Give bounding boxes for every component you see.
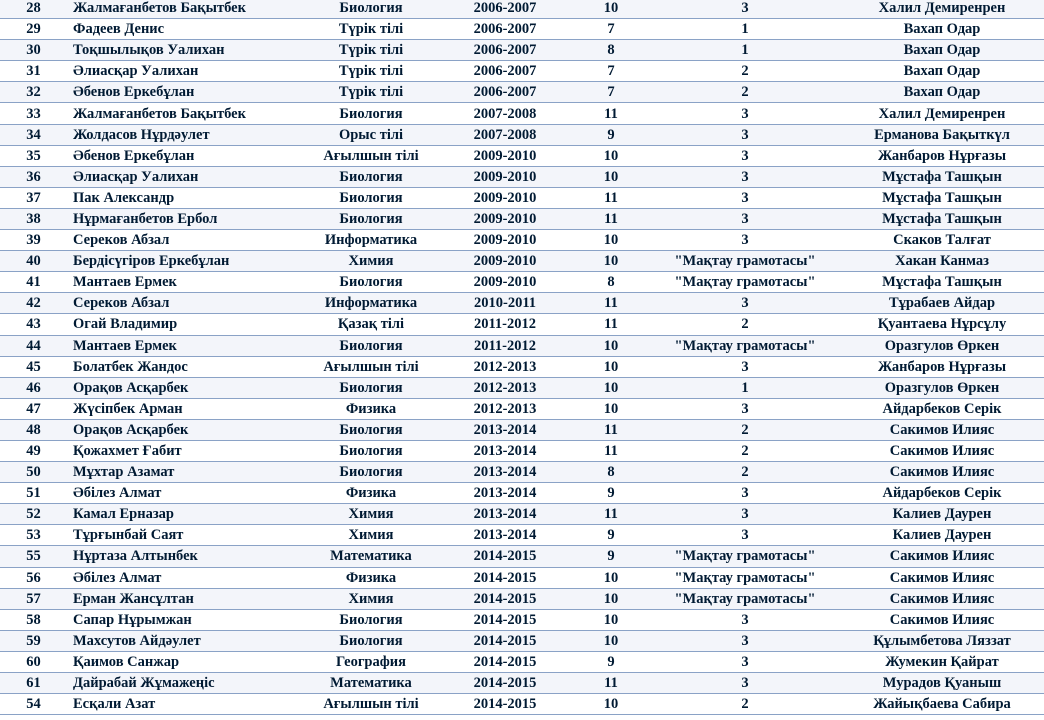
teacher-name-cell: Калиев Даурен (840, 525, 1044, 546)
teacher-name-cell: Мұстафа Ташқын (840, 272, 1044, 293)
grade-cell: 10 (572, 630, 650, 651)
grade-cell: 7 (572, 82, 650, 103)
teacher-name-cell: Калиев Даурен (840, 504, 1044, 525)
teacher-name-cell: Вахап Одар (840, 82, 1044, 103)
subject-cell: Математика (304, 673, 438, 694)
row-number-cell: 36 (0, 166, 67, 187)
table-row (0, 440, 1044, 461)
table-row (0, 673, 1044, 694)
student-name-cell: Нұрмағанбетов Ербол (67, 208, 304, 229)
place-award-cell: 1 (650, 40, 840, 61)
table-row (0, 483, 1044, 504)
teacher-name-cell: Сакимов Илияс (840, 462, 1044, 483)
teacher-name-cell: Ерманова Бақыткүл (840, 124, 1044, 145)
grade-cell: 11 (572, 187, 650, 208)
student-name-cell: Қаимов Санжар (67, 651, 304, 672)
subject-cell: Химия (304, 525, 438, 546)
teacher-name-cell: Тұрабаев Айдар (840, 293, 1044, 314)
grade-cell: 11 (572, 103, 650, 124)
table-row (0, 462, 1044, 483)
school-year-cell: 2009-2010 (438, 187, 572, 208)
place-award-cell: 2 (650, 82, 840, 103)
row-number-cell: 50 (0, 462, 67, 483)
grade-cell: 10 (572, 609, 650, 630)
table-row (0, 293, 1044, 314)
grade-cell: 9 (572, 483, 650, 504)
teacher-name-cell: Қуантаева Нұрсұлу (840, 314, 1044, 335)
grade-cell: 11 (572, 293, 650, 314)
place-award-cell: 3 (650, 208, 840, 229)
student-name-cell: Камал Ерназар (67, 504, 304, 525)
grade-cell: 7 (572, 61, 650, 82)
grade-cell: 11 (572, 673, 650, 694)
row-number-cell: 52 (0, 504, 67, 525)
place-award-cell: 3 (650, 187, 840, 208)
grade-cell: 10 (572, 588, 650, 609)
school-year-cell: 2006-2007 (438, 0, 572, 19)
row-number-cell: 57 (0, 588, 67, 609)
student-name-cell: Огай Владимир (67, 314, 304, 335)
student-name-cell: Әбілез Алмат (67, 567, 304, 588)
teacher-name-cell: Вахап Одар (840, 40, 1044, 61)
school-year-cell: 2009-2010 (438, 145, 572, 166)
teacher-name-cell: Халил Демиренрен (840, 0, 1044, 19)
school-year-cell: 2013-2014 (438, 419, 572, 440)
teacher-name-cell: Мурадов Қуаныш (840, 673, 1044, 694)
row-number-cell: 39 (0, 230, 67, 251)
table-row (0, 419, 1044, 440)
school-year-cell: 2013-2014 (438, 483, 572, 504)
row-number-cell: 58 (0, 609, 67, 630)
row-number-cell: 55 (0, 546, 67, 567)
subject-cell: Биология (304, 166, 438, 187)
table-row (0, 335, 1044, 356)
place-award-cell: "Мақтау грамотасы" (650, 272, 840, 293)
school-year-cell: 2014-2015 (438, 609, 572, 630)
teacher-name-cell: Сакимов Илияс (840, 546, 1044, 567)
table-row (0, 145, 1044, 166)
row-number-cell: 34 (0, 124, 67, 145)
table-row (0, 230, 1044, 251)
grade-cell: 10 (572, 230, 650, 251)
row-number-cell: 38 (0, 208, 67, 229)
grade-cell: 11 (572, 419, 650, 440)
row-number-cell: 30 (0, 40, 67, 61)
school-year-cell: 2006-2007 (438, 19, 572, 40)
teacher-name-cell: Мұстафа Ташқын (840, 187, 1044, 208)
row-number-cell: 31 (0, 61, 67, 82)
table-row (0, 82, 1044, 103)
school-year-cell: 2006-2007 (438, 61, 572, 82)
subject-cell: Түрік тілі (304, 19, 438, 40)
place-award-cell: 3 (650, 651, 840, 672)
grade-cell: 10 (572, 145, 650, 166)
grade-cell: 9 (572, 651, 650, 672)
school-year-cell: 2009-2010 (438, 230, 572, 251)
subject-cell: Биология (304, 630, 438, 651)
grade-cell: 7 (572, 19, 650, 40)
teacher-name-cell: Мұстафа Ташқын (840, 166, 1044, 187)
row-number-cell: 45 (0, 356, 67, 377)
row-number-cell: 40 (0, 251, 67, 272)
student-name-cell: Жүсіпбек Арман (67, 398, 304, 419)
row-number-cell: 59 (0, 630, 67, 651)
row-number-cell: 47 (0, 398, 67, 419)
student-name-cell: Әбілез Алмат (67, 483, 304, 504)
subject-cell: Түрік тілі (304, 40, 438, 61)
subject-cell: Биология (304, 609, 438, 630)
school-year-cell: 2012-2013 (438, 377, 572, 398)
subject-cell: Биология (304, 208, 438, 229)
table-row (0, 377, 1044, 398)
row-number-cell: 41 (0, 272, 67, 293)
subject-cell: Физика (304, 483, 438, 504)
student-name-cell: Орақов Асқарбек (67, 419, 304, 440)
subject-cell: Биология (304, 462, 438, 483)
school-year-cell: 2009-2010 (438, 208, 572, 229)
teacher-name-cell: Айдарбеков Серік (840, 483, 1044, 504)
teacher-name-cell: Вахап Одар (840, 61, 1044, 82)
teacher-name-cell: Вахап Одар (840, 19, 1044, 40)
place-award-cell: "Мақтау грамотасы" (650, 546, 840, 567)
student-name-cell: Әлиасқар Уалихан (67, 61, 304, 82)
place-award-cell: "Мақтау грамотасы" (650, 567, 840, 588)
place-award-cell: "Мақтау грамотасы" (650, 588, 840, 609)
row-number-cell: 35 (0, 145, 67, 166)
teacher-name-cell: Сакимов Илияс (840, 609, 1044, 630)
school-year-cell: 2007-2008 (438, 103, 572, 124)
table-row (0, 208, 1044, 229)
subject-cell: Физика (304, 398, 438, 419)
school-year-cell: 2009-2010 (438, 166, 572, 187)
table-row (0, 314, 1044, 335)
place-award-cell: 3 (650, 609, 840, 630)
student-name-cell: Тұрғынбай Саят (67, 525, 304, 546)
subject-cell: Орыс тілі (304, 124, 438, 145)
subject-cell: Қазақ тілі (304, 314, 438, 335)
subject-cell: Информатика (304, 230, 438, 251)
grade-cell: 11 (572, 440, 650, 461)
subject-cell: Ағылшын тілі (304, 145, 438, 166)
teacher-name-cell: Жайықбаева Сабира (840, 694, 1044, 715)
place-award-cell: 2 (650, 694, 840, 715)
grade-cell: 10 (572, 356, 650, 377)
student-name-cell: Жолдасов Нұрдәулет (67, 124, 304, 145)
school-year-cell: 2011-2012 (438, 335, 572, 356)
teacher-name-cell: Сакимов Илияс (840, 567, 1044, 588)
grade-cell: 11 (572, 208, 650, 229)
row-number-cell: 33 (0, 103, 67, 124)
teacher-name-cell: Оразгулов Өркен (840, 335, 1044, 356)
subject-cell: Биология (304, 0, 438, 19)
subject-cell: Биология (304, 103, 438, 124)
school-year-cell: 2012-2013 (438, 398, 572, 419)
table-row (0, 398, 1044, 419)
subject-cell: Түрік тілі (304, 61, 438, 82)
school-year-cell: 2014-2015 (438, 588, 572, 609)
teacher-name-cell: Хакан Канмаз (840, 251, 1044, 272)
school-year-cell: 2009-2010 (438, 251, 572, 272)
row-number-cell: 49 (0, 440, 67, 461)
student-name-cell: Қожахмет Ғабит (67, 440, 304, 461)
student-name-cell: Жалмағанбетов Бақытбек (67, 0, 304, 19)
teacher-name-cell: Жанбаров Нұрғазы (840, 356, 1044, 377)
school-year-cell: 2010-2011 (438, 293, 572, 314)
place-award-cell: 3 (650, 166, 840, 187)
student-name-cell: Есқали Азат (67, 694, 304, 715)
table-row (0, 61, 1044, 82)
student-name-cell: Сереков Абзал (67, 230, 304, 251)
school-year-cell: 2014-2015 (438, 673, 572, 694)
row-number-cell: 29 (0, 19, 67, 40)
school-year-cell: 2013-2014 (438, 504, 572, 525)
school-year-cell: 2013-2014 (438, 462, 572, 483)
row-number-cell: 42 (0, 293, 67, 314)
school-year-cell: 2014-2015 (438, 630, 572, 651)
place-award-cell: 3 (650, 0, 840, 19)
place-award-cell: 2 (650, 440, 840, 461)
school-year-cell: 2012-2013 (438, 356, 572, 377)
subject-cell: Физика (304, 567, 438, 588)
subject-cell: Биология (304, 377, 438, 398)
teacher-name-cell: Оразгулов Өркен (840, 377, 1044, 398)
place-award-cell: 2 (650, 419, 840, 440)
place-award-cell: 2 (650, 462, 840, 483)
row-number-cell: 32 (0, 82, 67, 103)
school-year-cell: 2009-2010 (438, 272, 572, 293)
row-number-cell: 56 (0, 567, 67, 588)
table-row (0, 694, 1044, 715)
grade-cell: 10 (572, 377, 650, 398)
table-row (0, 567, 1044, 588)
student-name-cell: Махсутов Айдәулет (67, 630, 304, 651)
teacher-name-cell: Құлымбетова Ляззат (840, 630, 1044, 651)
student-name-cell: Әбенов Еркебұлан (67, 82, 304, 103)
grade-cell: 8 (572, 40, 650, 61)
table-row (0, 166, 1044, 187)
place-award-cell: 1 (650, 377, 840, 398)
teacher-name-cell: Халил Демиренрен (840, 103, 1044, 124)
place-award-cell: 3 (650, 504, 840, 525)
teacher-name-cell: Мұстафа Ташқын (840, 208, 1044, 229)
student-name-cell: Орақов Асқарбек (67, 377, 304, 398)
row-number-cell: 61 (0, 673, 67, 694)
school-year-cell: 2006-2007 (438, 40, 572, 61)
subject-cell: Ағылшын тілі (304, 694, 438, 715)
teacher-name-cell: Скаков Талғат (840, 230, 1044, 251)
school-year-cell: 2014-2015 (438, 651, 572, 672)
student-name-cell: Мантаев Ермек (67, 335, 304, 356)
table-row (0, 546, 1044, 567)
subject-cell: Биология (304, 272, 438, 293)
student-name-cell: Пак Александр (67, 187, 304, 208)
subject-cell: Биология (304, 187, 438, 208)
table-row (0, 630, 1044, 651)
place-award-cell: 3 (650, 483, 840, 504)
row-number-cell: 37 (0, 187, 67, 208)
table-row (0, 19, 1044, 40)
student-name-cell: Әлиасқар Уалихан (67, 166, 304, 187)
subject-cell: Математика (304, 546, 438, 567)
subject-cell: Түрік тілі (304, 82, 438, 103)
student-name-cell: Бердісүгіров Еркебұлан (67, 251, 304, 272)
table-row (0, 609, 1044, 630)
row-number-cell: 54 (0, 694, 67, 715)
place-award-cell: 3 (650, 230, 840, 251)
place-award-cell: 3 (650, 145, 840, 166)
table-row (0, 272, 1044, 293)
subject-cell: Ағылшын тілі (304, 356, 438, 377)
school-year-cell: 2013-2014 (438, 525, 572, 546)
grade-cell: 8 (572, 272, 650, 293)
teacher-name-cell: Жумекин Қайрат (840, 651, 1044, 672)
place-award-cell: 3 (650, 630, 840, 651)
row-number-cell: 43 (0, 314, 67, 335)
teacher-name-cell: Сакимов Илияс (840, 440, 1044, 461)
student-name-cell: Нұртаза Алтынбек (67, 546, 304, 567)
row-number-cell: 44 (0, 335, 67, 356)
school-year-cell: 2011-2012 (438, 314, 572, 335)
grade-cell: 10 (572, 251, 650, 272)
student-name-cell: Дайрабай Жұмажеңіс (67, 673, 304, 694)
grade-cell: 9 (572, 525, 650, 546)
row-number-cell: 53 (0, 525, 67, 546)
student-name-cell: Сереков Абзал (67, 293, 304, 314)
row-number-cell: 51 (0, 483, 67, 504)
place-award-cell: 3 (650, 356, 840, 377)
place-award-cell: 3 (650, 673, 840, 694)
grade-cell: 8 (572, 462, 650, 483)
row-number-cell: 48 (0, 419, 67, 440)
subject-cell: Биология (304, 335, 438, 356)
table-row (0, 0, 1044, 19)
grade-cell: 10 (572, 166, 650, 187)
table-row (0, 251, 1044, 272)
school-year-cell: 2014-2015 (438, 694, 572, 715)
teacher-name-cell: Сакимов Илияс (840, 588, 1044, 609)
table-row (0, 504, 1044, 525)
row-number-cell: 28 (0, 0, 67, 19)
place-award-cell: 2 (650, 314, 840, 335)
row-number-cell: 60 (0, 651, 67, 672)
grade-cell: 10 (572, 335, 650, 356)
school-year-cell: 2007-2008 (438, 124, 572, 145)
table-row (0, 124, 1044, 145)
student-name-cell: Фадеев Денис (67, 19, 304, 40)
student-name-cell: Ерман Жансұлтан (67, 588, 304, 609)
grade-cell: 11 (572, 504, 650, 525)
teacher-name-cell: Жанбаров Нұрғазы (840, 145, 1044, 166)
school-year-cell: 2014-2015 (438, 567, 572, 588)
grade-cell: 9 (572, 546, 650, 567)
table-row (0, 588, 1044, 609)
student-name-cell: Болатбек Жандос (67, 356, 304, 377)
grade-cell: 10 (572, 0, 650, 19)
table-row (0, 525, 1044, 546)
subject-cell: Биология (304, 440, 438, 461)
student-name-cell: Жалмағанбетов Бақытбек (67, 103, 304, 124)
grade-cell: 10 (572, 398, 650, 419)
subject-cell: География (304, 651, 438, 672)
subject-cell: Химия (304, 504, 438, 525)
grade-cell: 10 (572, 567, 650, 588)
subject-cell: Биология (304, 419, 438, 440)
table-row (0, 40, 1044, 61)
place-award-cell: 3 (650, 293, 840, 314)
teacher-name-cell: Айдарбеков Серік (840, 398, 1044, 419)
school-year-cell: 2014-2015 (438, 546, 572, 567)
place-award-cell: 3 (650, 124, 840, 145)
place-award-cell: 3 (650, 398, 840, 419)
place-award-cell: "Мақтау грамотасы" (650, 335, 840, 356)
place-award-cell: 3 (650, 103, 840, 124)
student-name-cell: Тоқшылықов Уалихан (67, 40, 304, 61)
place-award-cell: "Мақтау грамотасы" (650, 251, 840, 272)
grade-cell: 9 (572, 124, 650, 145)
subject-cell: Химия (304, 588, 438, 609)
subject-cell: Химия (304, 251, 438, 272)
school-year-cell: 2006-2007 (438, 82, 572, 103)
place-award-cell: 3 (650, 525, 840, 546)
student-name-cell: Мантаев Ермек (67, 272, 304, 293)
table-row (0, 356, 1044, 377)
school-year-cell: 2013-2014 (438, 440, 572, 461)
table-row (0, 103, 1044, 124)
row-number-cell: 46 (0, 377, 67, 398)
student-name-cell: Әбенов Еркебұлан (67, 145, 304, 166)
student-name-cell: Мұхтар Азамат (67, 462, 304, 483)
student-name-cell: Сапар Нұрымжан (67, 609, 304, 630)
grade-cell: 11 (572, 314, 650, 335)
place-award-cell: 2 (650, 61, 840, 82)
table-row (0, 651, 1044, 672)
grade-cell: 10 (572, 694, 650, 715)
teacher-name-cell: Сакимов Илияс (840, 419, 1044, 440)
table-row (0, 187, 1044, 208)
subject-cell: Информатика (304, 293, 438, 314)
place-award-cell: 1 (650, 19, 840, 40)
